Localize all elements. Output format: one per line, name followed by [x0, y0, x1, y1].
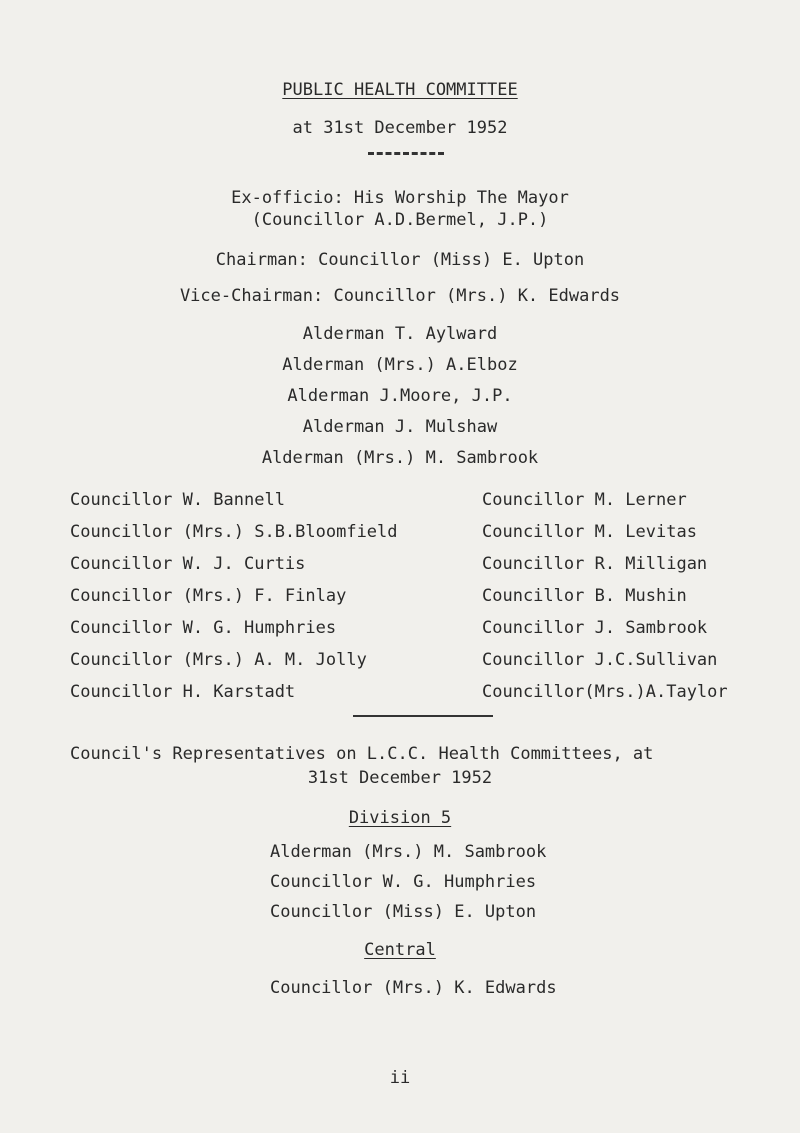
dashed-divider — [368, 152, 444, 155]
representatives-heading-line-1: Council's Representatives on L.C.C. Health Committees, at — [70, 744, 654, 764]
page-number: ii — [389, 1068, 411, 1088]
councillor-left-item: Councillor (Mrs.) A. M. Jolly — [70, 650, 367, 670]
page-title: PUBLIC HEALTH COMMITTEE — [282, 80, 518, 100]
councillor-left-item: Councillor W. G. Humphries — [70, 618, 337, 638]
ex-officio-line-2: (Councillor A.D.Bermel, J.P.) — [251, 210, 549, 230]
vice-chairman-line: Vice-Chairman: Councillor (Mrs.) K. Edwards — [179, 286, 621, 306]
representatives-heading-line-2: 31st December 1952 — [307, 768, 493, 788]
councillor-left-item: Councillor W. J. Curtis — [70, 554, 306, 574]
alderman-item: Alderman J. Mulshaw — [302, 417, 498, 437]
councillor-right-item: Councillor B. Mushin — [482, 586, 687, 606]
alderman-item: Alderman (Mrs.) M. Sambrook — [261, 448, 539, 468]
councillor-left-item: Councillor W. Bannell — [70, 490, 285, 510]
chairman-line: Chairman: Councillor (Miss) E. Upton — [215, 250, 585, 270]
councillor-right-item: Councillor J.C.Sullivan — [482, 650, 718, 670]
councillor-right-item: Councillor M. Levitas — [482, 522, 697, 542]
section-divider — [353, 715, 493, 717]
central-heading: Central — [364, 940, 436, 960]
councillor-right-item: Councillor J. Sambrook — [482, 618, 708, 638]
division-5-member: Councillor W. G. Humphries — [270, 872, 537, 892]
alderman-item: Alderman (Mrs.) A.Elboz — [282, 355, 518, 375]
division-5-heading: Division 5 — [348, 808, 452, 828]
date-line: at 31st December 1952 — [292, 118, 508, 138]
councillor-right-item: Councillor M. Lerner — [482, 490, 687, 510]
alderman-item: Alderman T. Aylward — [302, 324, 498, 344]
division-5-member: Councillor (Miss) E. Upton — [270, 902, 537, 922]
councillor-left-item: Councillor H. Karstadt — [70, 682, 296, 702]
councillor-right-item: Councillor R. Milligan — [482, 554, 708, 574]
ex-officio-line-1: Ex-officio: His Worship The Mayor — [231, 188, 569, 208]
councillor-left-item: Councillor (Mrs.) S.B.Bloomfield — [70, 522, 398, 542]
alderman-item: Alderman J.Moore, J.P. — [287, 386, 513, 406]
councillor-right-item: Councillor(Mrs.)A.Taylor — [482, 682, 728, 702]
division-5-member: Alderman (Mrs.) M. Sambrook — [270, 842, 547, 862]
councillor-left-item: Councillor (Mrs.) F. Finlay — [70, 586, 347, 606]
central-member: Councillor (Mrs.) K. Edwards — [270, 978, 557, 998]
